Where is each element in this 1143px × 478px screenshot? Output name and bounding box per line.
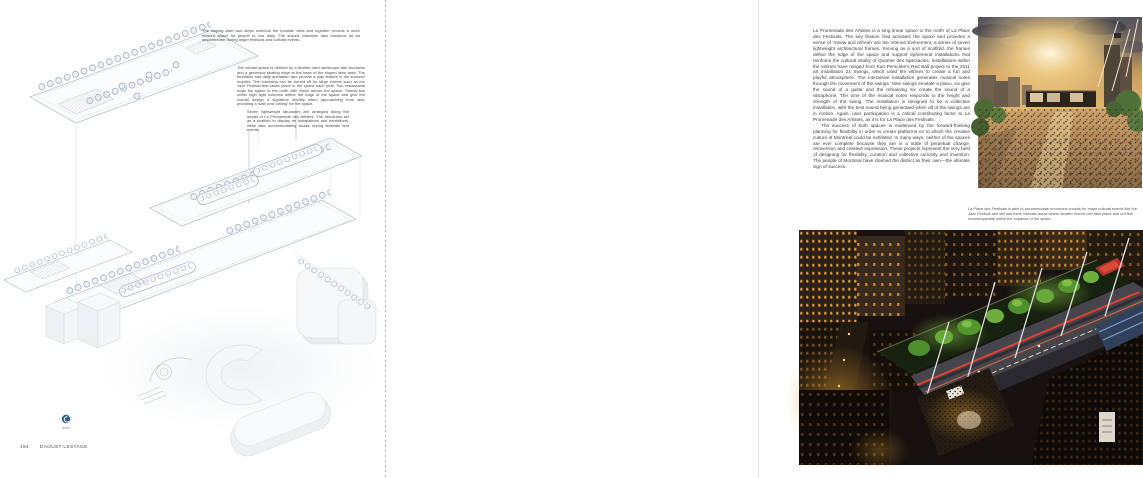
north-label: North: [61, 426, 71, 430]
night-aerial-photo: [799, 230, 1143, 465]
body-text-column: [813, 28, 970, 170]
body-paragraph-1: La Promenade des Artistes is a long linear space to the north of La Place des Festivals. The key feature that activates the space and provides a sense of ‘renew and refresh’ are the Vitrines Événement, a series of seven lightweight architectural frames. Serving as a sort of scaffold, the frames define the edge of the space and support ephemeral installations that reinforce the cultural vitality of Quartier des Spectacles. Installations within the vitrines have ranged from Kurt Perschke’s Red Ball project to the 2011 art installation 21 Swings, which used the vitrines to create a fun and playful atmosphere. The interactive installation generates musical notes through the movement of the swings. Nine swings emulate a piano, six give the sound of a guitar and the remaining six create the sound of a vibraphone. The tone of the musical notes responds to the height and strength of the swing. The installation is designed to be a collective installation, with the best sound being generated when all of the swings are in motion. Again, user participation is a critical contributing factor to La Promenade des Artistes, as it is for La Place des Festivals.: [813, 28, 970, 122]
annotation-structures: Seven lightweight structures are arranged along the length of La Promenade des Artistes. The structures act as a scaffold to display art installations and exhibitions, while also accommodating kiosks during festivals and events.: [247, 109, 349, 133]
body-paragraph-2: The success of both spaces is evidenced by the forward-thinking planning for flexibility in order to create platforms on to which the creative culture of Montreal could be exhibited. In many ways, neither of the spaces are ever complete because they are in a state of perpetual change, reinvention and creative expression. These projects represent the very best of designing for flexibility, curation and collective curiosity and invention. The people of Montreal have claimed the district as their own—the ultimate sign of success.: [813, 122, 970, 170]
festival-crowd-photo: [978, 17, 1142, 188]
page-number: 194: [20, 445, 30, 450]
right-page: [386, 0, 1137, 478]
photo-caption: La Place des Festivals is able to accommodate enormous crowds for major cultural events like the Jazz Festival and still has more intimate areas where smaller events can take place and not feel inconsequential within the expanse of the space.: [968, 206, 1137, 222]
annotation-central-space: The central space is defined by a flexible hard landscape with fountains and a generous seating edge at the base of the sloped lawn area. The fountains add daily animation and provide a play feature in the summer months. The fountains can be turned off for large events such as the Jazz Festival that takes place in the space each year. Two restaurants edge the space to the north with views across the space. Twenty-five meter high light columns define the edge of the space and give the overall design a signature identity when approaching from afar, providing a ‘wall’ and ‘ceiling’ for the space.: [237, 65, 365, 107]
book-title: DAOUST LESTAGE: [39, 445, 88, 450]
left-page: [0, 0, 385, 478]
page-footer: [20, 445, 88, 450]
stage: [1026, 91, 1096, 107]
annotation-sloping-lawn: The sloping lawn and steps overlook the fountain area and together provide a more relaxed space for people to use daily. The sloped character also functions as an amphitheatre during larger festivals and cultural events.: [202, 28, 360, 43]
north-indicator: [62, 415, 70, 430]
